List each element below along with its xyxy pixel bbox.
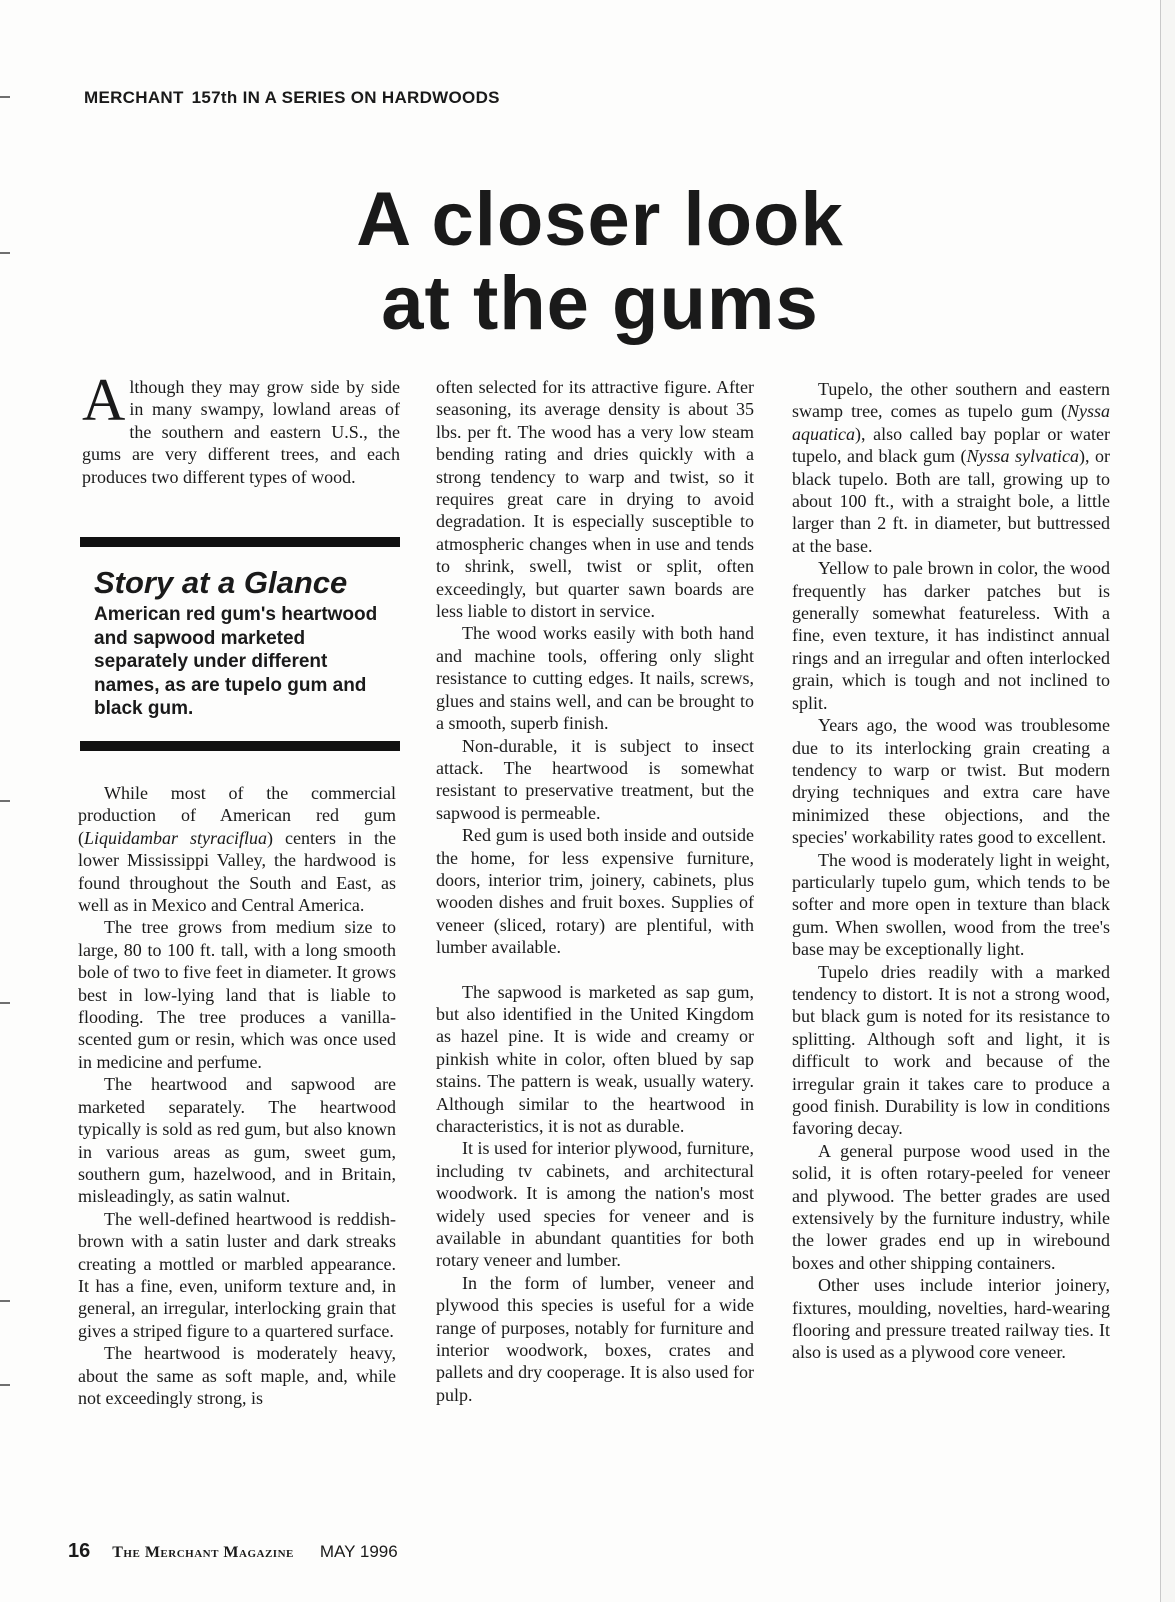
col3-paragraph-6: A general purpose wood used in the solid, it is often rotary-peeled for veneer and plywood. The better grades are used extensively by the furniture industry, while the lower grades end up in wirebound boxes and other shipping containers. — [792, 1140, 1110, 1273]
magazine-name: The Merchant Magazine — [112, 1544, 294, 1561]
column-1 — [78, 782, 396, 1409]
headline-line-2: at the gums — [381, 261, 819, 346]
col3-paragraph-4: The wood is moderately light in weight, particularly tupelo gum, which tends to be softer and more open in texture than black gum. When swollen, wood from the tree's base may be exceptionally light. — [792, 849, 1110, 960]
text-run: Tupelo, the other southern and eastern swamp tree, comes as tupelo gum ( — [792, 379, 1110, 422]
col1-paragraph-1 — [78, 782, 396, 916]
glance-bottom-rule — [80, 741, 400, 751]
text-run: ) centers in the lower Mississippi Valley, the hardwood is found throughout the South and East, as well as in Mexico and Central America. — [78, 827, 397, 916]
col2-paragraph-6: It is used for interior plywood, furniture, including tv cabinets, and architectural woodwork. It is among the nation's most widely used species for veneer and is available in abundant quantities for both rotary veneer and lumber. — [436, 1138, 754, 1271]
species-name: Nyssa sylvatica — [966, 446, 1079, 467]
text-run: While most of the commercial production of American red gum ( — [78, 783, 396, 848]
story-at-a-glance-box — [80, 537, 400, 751]
col3-paragraph-2: Yellow to pale brown in color, the wood frequently has darker patches but is generally somewhat featureless. With a fine, even texture, it has indistinct annual rings and an irregular and often interlocked grain, which is tough and not inclined to split. — [792, 558, 1110, 713]
page-footer — [68, 1540, 398, 1563]
col1-paragraph-5: The heartwood is moderately heavy, about the same as soft maple, and, while not exceedingly strong, is — [78, 1343, 396, 1408]
glance-top-rule — [80, 537, 400, 547]
text-run: ), or black tupelo. Both are tall, growing up to about 100 ft., with a straight bole, a little larger than 2 ft. in diameter, but buttressed at the base. — [792, 446, 1110, 556]
margin-tick — [0, 1384, 10, 1386]
text-run: ), also called bay poplar or water tupelo, and black gum ( — [792, 423, 1110, 467]
margin-tick — [0, 1300, 10, 1302]
col1-paragraph-4: The well-defined heartwood is reddish-brown with a satin luster and dark streaks creating a mottled or marbled appearance. It has a fine, even, uniform texture and, in general, an irregular, interlocking grain that gives a striped figure to a quartered surface. — [78, 1208, 396, 1341]
col1-paragraph-3: The heartwood and sapwood are marketed separately. The heartwood typically is sold as red gum, but also known in various areas as gum, sweet gum, southern gum, hazelwood, and in Britain, misleadingly, as satin walnut. — [78, 1074, 396, 1207]
page-number: 16 — [68, 1540, 91, 1562]
series-kicker — [84, 88, 500, 108]
col3-paragraph-3: Years ago, the wood was troublesome due to its interlocking grain creating a tendency to warp or twist. But modern drying techniques and extra care have minimized these objections, and the species' workability rates good to excellent. — [792, 715, 1110, 848]
series-label: 157th IN A SERIES ON HARDWOODS — [191, 88, 500, 107]
headline-line-1: A closer look — [356, 177, 844, 262]
drop-cap: A — [82, 367, 126, 433]
headline — [250, 178, 950, 346]
margin-tick — [0, 800, 10, 802]
publication-name: MERCHANT — [84, 88, 184, 107]
species-name: Nyssa aquatica — [792, 401, 1110, 444]
col2-paragraph-3: Non-durable, it is subject to insect attack. The heartwood is somewhat resistant to preservative treatment, but the sapwood is permeable. — [436, 735, 754, 823]
lead-paragraph — [82, 367, 400, 488]
column-3 — [792, 378, 1110, 1364]
col2-paragraph-7: In the form of lumber, veneer and plywood this species is useful for a wide range of purposes, notably for furniture and interior woodwork, boxes, crates and pallets and dry cooperage. It is also used for pulp. — [436, 1272, 754, 1405]
col2-paragraph-5: The sapwood is marketed as sap gum, but also identified in the United Kingdom as hazel pine. It is wide and creamy or pinkish white in color, often blued by sap stains. The pattern is weak, usually watery. Although similar to the heartwood in characteristics, it is not as durable. — [436, 981, 754, 1136]
margin-tick — [0, 1002, 10, 1004]
col3-paragraph-7: Other uses include interior joinery, fixtures, moulding, novelties, hard-wearing flooring and pressure treated railway ties. It also is used as a plywood core veneer. — [792, 1275, 1110, 1363]
col2-paragraph-1: often selected for its attractive figure. After seasoning, its average density is about 35 lbs. per ft. The wood has a very low steam bending rating and dries quickly with a strong tendency to warp and twist, so it requires great care in drying to avoid degradation. It is especially susceptible to atmospheric changes when in use and tends to shrink, swell, twist or split, often exceedingly, but quarter sawn boards are less liable to distort in service. — [436, 377, 754, 622]
col3-paragraph-1 — [792, 378, 1110, 557]
issue-date: MAY 1996 — [319, 1542, 398, 1561]
margin-tick — [0, 252, 10, 254]
col1-paragraph-2: The tree grows from medium size to large, 80 to 100 ft. tall, with a long smooth bole of two to five feet in diameter. It grows best in low-lying land that is liable to flooding. The tree produces a vanilla-scented gum or resin, which was once used in medicine and perfume. — [78, 917, 396, 1072]
col3-paragraph-5: Tupelo dries readily with a marked tendency to distort. It is not a strong wood, but black gum is noted for its resistance to splitting. Although soft and light, it is difficult to work and because of the irregular grain it takes care to produce a good finish. Durability is low in conditions favoring decay. — [792, 961, 1110, 1139]
col2-paragraph-4: Red gum is used both inside and outside the home, for less expensive furniture, doors, interior trim, joinery, cabinets, plus wooden dishes and fruit boxes. Supplies of veneer (sliced, rotary) are plentiful, with lumber available. — [436, 825, 754, 958]
lead-paragraph-block — [82, 367, 400, 488]
lead-text: lthough they may grow side by side in many swampy, lowland areas of the southern and eastern U.S., the gums are very different trees, and each produces two different types of wood. — [82, 377, 400, 487]
species-name: Liquidambar styraciflua — [84, 827, 268, 848]
glance-summary: American red gum's heartwood and sapwood marketed separately under different names, as are tupelo gum and black gum. — [94, 604, 378, 719]
margin-tick — [0, 96, 10, 98]
page-edge — [1160, 0, 1175, 1602]
col2-paragraph-2: The wood works easily with both hand and machine tools, offering only slight resistance to cutting edges. It nails, screws, glues and stains well, and can be brought to a smooth, superb finish. — [436, 623, 754, 734]
column-2 — [436, 376, 754, 1406]
glance-title: Story at a Glance — [94, 565, 348, 600]
